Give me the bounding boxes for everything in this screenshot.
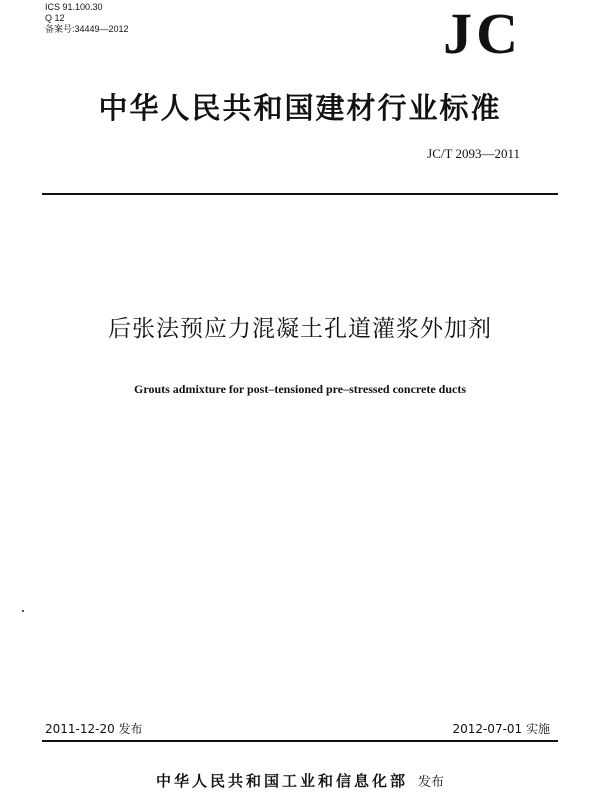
top-divider — [42, 193, 558, 195]
ccs-code: Q 12 — [45, 13, 65, 23]
ics-code: ICS 91.100.30 — [45, 2, 103, 12]
issue-date: 2011-12-20 发布 — [45, 722, 143, 736]
jc-logo: JC — [443, 1, 522, 66]
issuing-authority: 中华人民共和国工业和信息化部 — [155, 772, 408, 790]
registration-number: 备案号:34449—2012 — [45, 24, 129, 34]
bottom-divider — [42, 740, 558, 742]
standard-number: JC/T 2093—2011 — [427, 146, 520, 161]
implementation-date: 2012-07-01 实施 — [452, 722, 550, 736]
issuer-line — [0, 770, 600, 794]
issued-label: 发布 — [418, 775, 445, 790]
document-title-en: Grouts admixture for post–tensioned pre–stressed concrete ducts — [134, 382, 466, 396]
document-title-zh: 后张法预应力混凝土孔道灌浆外加剂 — [108, 316, 492, 342]
scan-speck — [22, 610, 24, 612]
standard-type-heading: 中华人民共和国建材行业标准 — [98, 91, 502, 125]
